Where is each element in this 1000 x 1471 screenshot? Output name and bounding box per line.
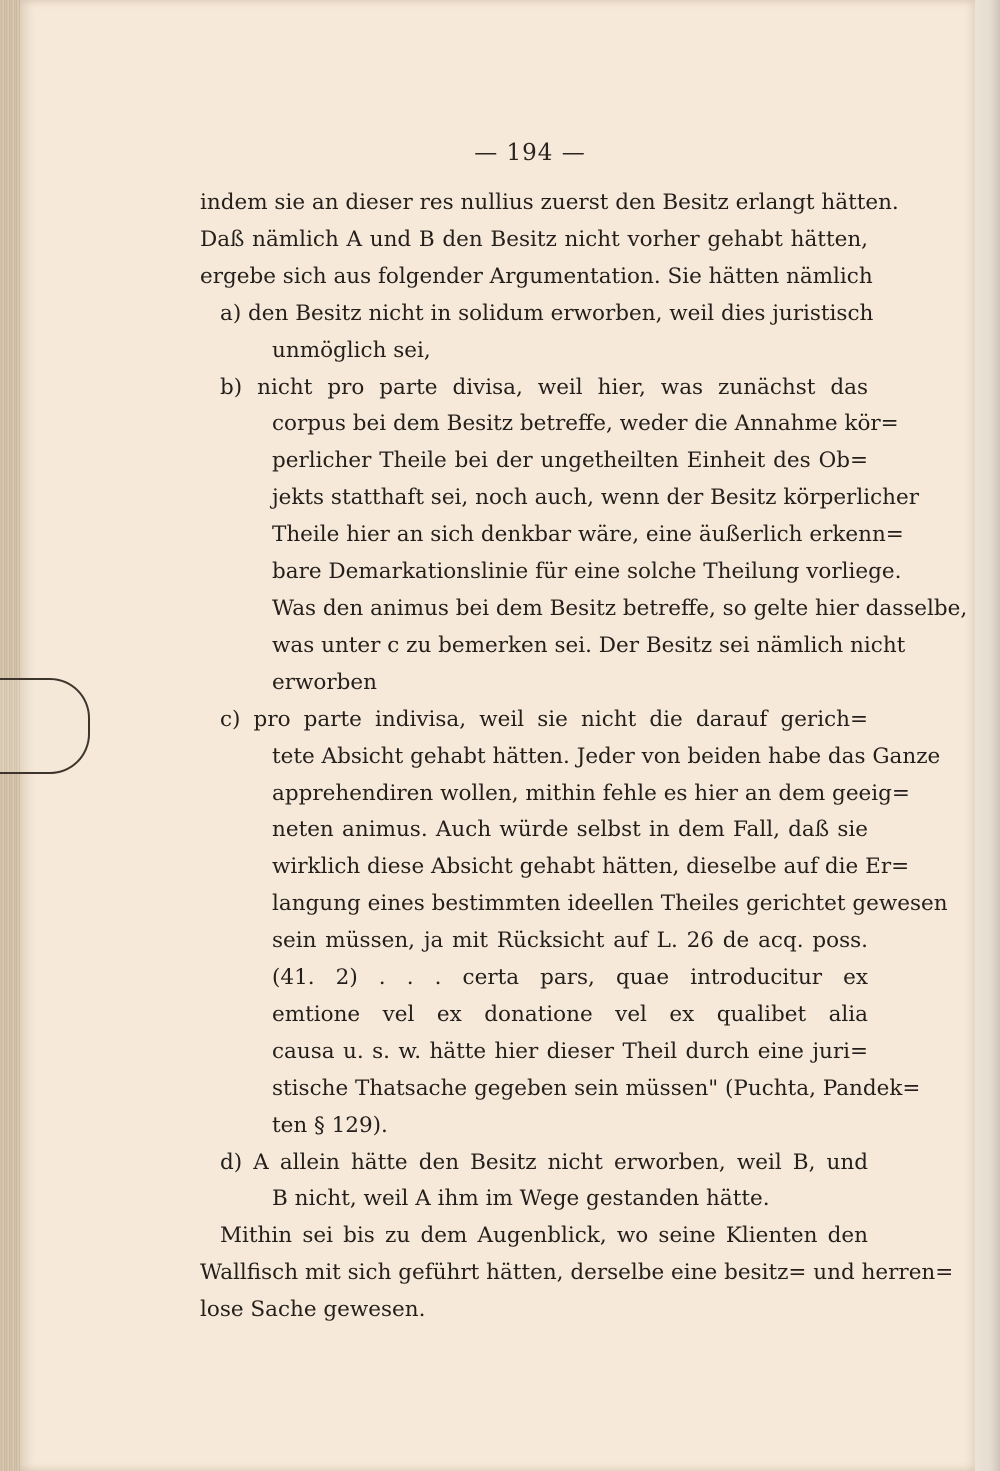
list-item-c: c) pro parte indivisa, weil sie nicht die darauf gerich=	[220, 706, 868, 732]
page-clip-marker	[0, 678, 90, 774]
text-line: causa u. s. w. hätte hier dieser Theil durch eine juri=	[272, 1038, 868, 1064]
text-line: Was den animus bei dem Besitz betreffe, so gelte hier dasselbe,	[272, 595, 968, 621]
text-line: was unter c zu bemerken sei. Der Besitz sei nämlich nicht	[272, 632, 906, 658]
text-line: (41. 2) . . . certa pars, quae introducitur ex	[272, 965, 868, 991]
facing-page-edge	[975, 0, 1000, 1471]
text-line: neten animus. Auch würde selbst in dem Fall, daß sie	[272, 817, 868, 843]
text-line: ergebe sich aus folgender Argumentation. Sie hätten nämlich	[200, 263, 873, 289]
text-line: Wallfisch mit sich geführt hätten, derselbe eine besitz= und herren=	[200, 1260, 954, 1286]
text-line: lose Sache gewesen.	[200, 1297, 426, 1323]
text-line: Mithin sei bis zu dem Augenblick, wo seine Klienten den	[220, 1223, 868, 1249]
text-line: tete Absicht gehabt hätten. Jeder von beiden habe das Ganze	[272, 743, 941, 769]
list-item-b: b) nicht pro parte divisa, weil hier, was zunächst das	[220, 374, 868, 400]
text-line: jekts statthaft sei, noch auch, wenn der Besitz körperlicher	[272, 485, 919, 511]
text-line: corpus bei dem Besitz betreffe, weder die Annahme kör=	[272, 411, 899, 437]
list-item-d: d) A allein hätte den Besitz nicht erworben, weil B, und	[220, 1149, 868, 1175]
text-line: Daß nämlich A und B den Besitz nicht vorher gehabt hätten,	[200, 226, 868, 252]
text-line: erworben	[272, 669, 377, 695]
text-line: B nicht, weil A ihm im Wege gestanden hätte.	[272, 1186, 770, 1212]
body-text	[200, 185, 968, 1329]
text-line: ten § 129).	[272, 1112, 388, 1138]
text-line: perlicher Theile bei der ungetheilten Einheit des Ob=	[272, 448, 868, 474]
text-line: Theile hier an sich denkbar wäre, eine äußerlich erkenn=	[272, 522, 904, 548]
text-line: indem sie an dieser res nullius zuerst den Besitz erlangt hätten.	[200, 190, 899, 215]
text-line: sein müssen, ja mit Rücksicht auf L. 26 de acq. poss.	[272, 928, 868, 954]
list-item-a: a) den Besitz nicht in solidum erworben, weil dies juristisch	[220, 300, 874, 326]
text-line: apprehendiren wollen, mithin fehle es hier an dem geeig=	[272, 780, 910, 806]
page-number: — 194 —	[474, 140, 586, 166]
text-line: emtione vel ex donatione vel ex qualibet alia	[272, 1001, 868, 1027]
text-line: langung eines bestimmten ideellen Theiles gerichtet gewesen	[272, 891, 948, 917]
text-line: stische Thatsache gegeben sein müssen" (Puchta, Pandek=	[272, 1075, 921, 1101]
text-line: unmöglich sei,	[272, 337, 431, 363]
text-line: bare Demarkationslinie für eine solche Theilung vorliege.	[272, 559, 902, 585]
text-line: wirklich diese Absicht gehabt hätten, dieselbe auf die Er=	[272, 854, 910, 880]
